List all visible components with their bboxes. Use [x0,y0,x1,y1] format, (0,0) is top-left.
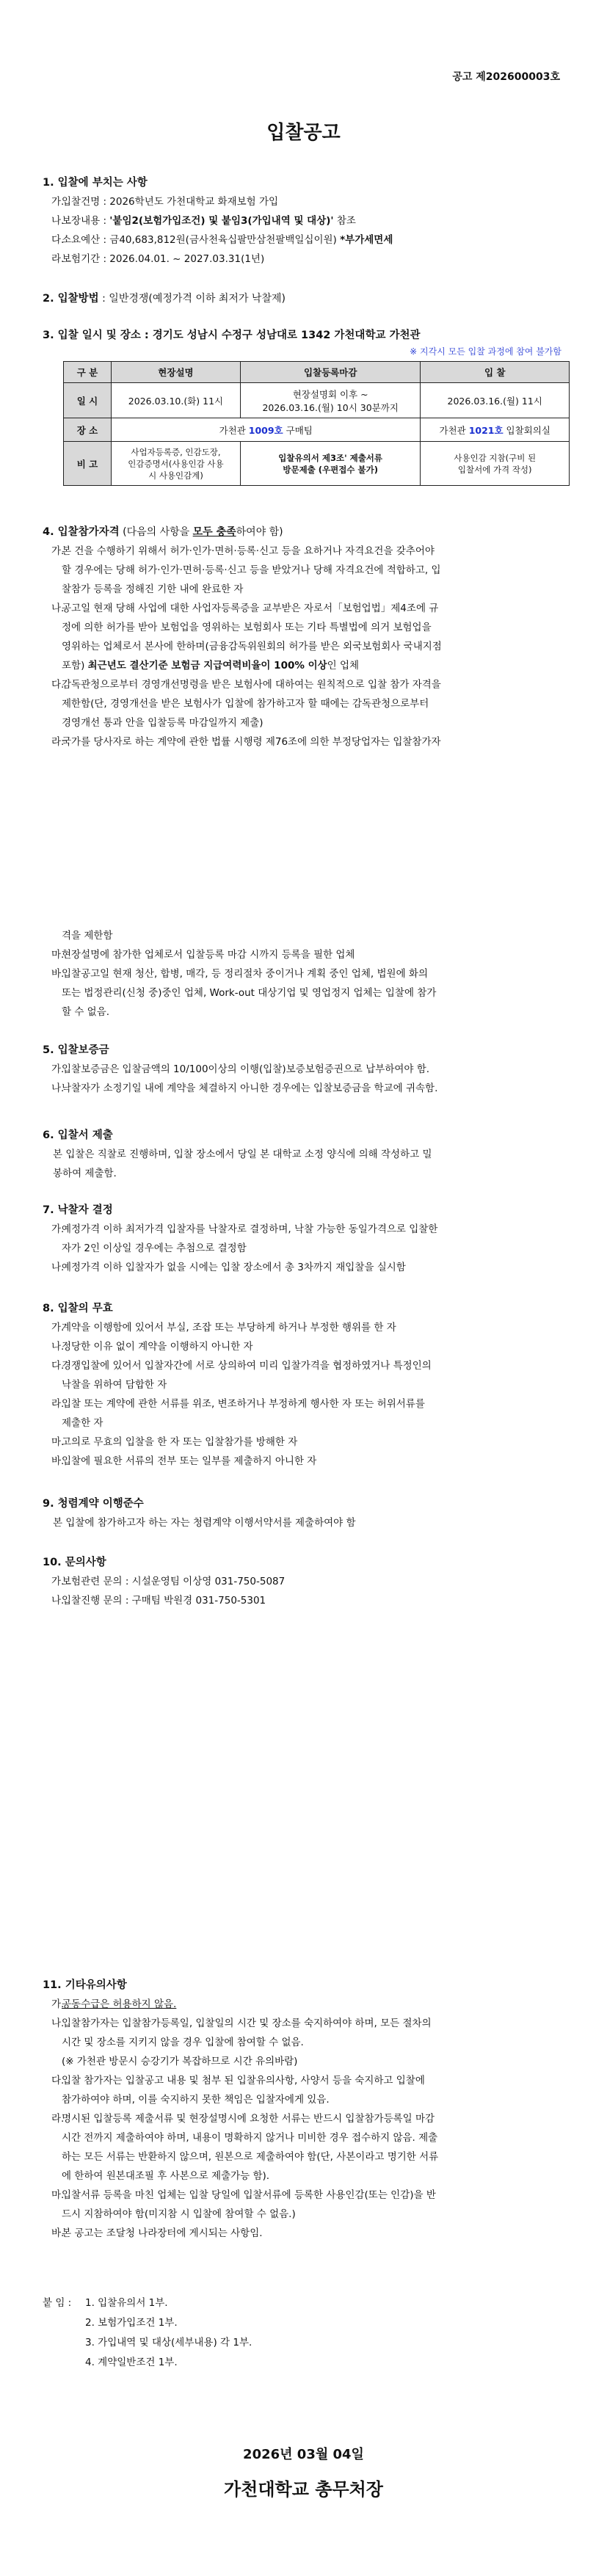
section-5 [43,1041,571,1098]
table-header: 입찰등록마감 [240,362,420,383]
list-item: 가. 입찰건명 : 2026학년도 가천대학교 화재보험 가입 [51,196,279,208]
section-title: 3. 입찰 일시 및 장소 : 경기도 성남시 수정구 성남대로 1342 가천대학교 가천관 [43,330,421,341]
attachments [43,2293,252,2373]
list-item: 라. 명시된 입찰등록 제출서류 및 현장설명시에 요청한 서류는 반드시 입찰참가등록일 마감 시간 전까지 제출하여야 하며, 내용이 명확하지 않거나 미비한 경우 접수하지 않음. 제출 하는 모든 서류는 반환하지 않으며, 원본으로 제출하여야 함(단, 사본이라고 명기한 서류 에 한하여 원본대조필 후 사본으로 제출가능 함). [51,2113,439,2182]
list-item: 가. 보험관련 문의 : 시설운영팀 이상영 031-750-5087 [51,1576,286,1587]
attachment-item: 4. 계약일반조건 1부. [85,2357,178,2368]
list-item: 바. 입찰공고일 현재 청산, 합병, 매각, 등 정리절차 중이거나 계획 중인 업체, 법원에 화의 또는 법정관리(신청 중)중인 업체, Work-out 대상기업 및 영업정지 업체는 입찰에 참가 할 수 없음. [51,968,437,1018]
section-6: 6. 입찰서 제출 본 입찰은 직찰로 진행하며, 입찰 장소에서 당일 본 대학교 소정 양식에 의해 작성하고 밀 봉하여 제출함. [43,1126,571,1183]
section-10 [43,1553,571,1610]
section-4-continued [43,926,571,1022]
list-item: 다. 소요예산 : 금40,683,812원(금사천육십팔만삼천팔백일십이원) *부가세면세 [51,234,393,246]
section-7 [43,1201,571,1277]
list-item: 나. 보장내용 : '붙임2(보험가입조건) 및 붙임3(가입내역 및 대상)' 참조 [51,215,356,227]
list-item: 다. 입찰 참가자는 입찰공고 내용 및 첨부 된 입찰유의사항, 사양서 등을 숙지하고 입찰에 참가하여야 하며, 이를 숙지하지 못한 책임은 입찰자에게 있음. [51,2075,425,2106]
attachment-item: 2. 보험가입조건 1부. [85,2317,178,2329]
section-title: 5. 입찰보증금 [43,1044,109,1056]
section-3 [43,326,571,345]
list-item: 가. 입찰보증금은 입찰금액의 10/100이상의 이행(입찰)보증보험증권으로 납부하여야 함. [51,1063,430,1075]
section-title: 6. 입찰서 제출 [43,1129,113,1141]
section-8 [43,1299,571,1471]
list-item: 나. 예정가격 이하 입찰자가 없을 시에는 입찰 장소에서 총 3차까지 재입찰을 실시함 [51,1262,406,1273]
section-title: 11. 기타유의사항 [43,1979,127,1991]
section-title: 10. 문의사항 [43,1557,106,1568]
list-item: 격을 제한함 [62,930,113,942]
list-item: 나. 공고일 현재 당해 사업에 대한 사업자등록증을 교부받은 자로서「보험업법」제4조에 규 정에 의한 허가를 받아 보험업을 영위하는 보험회사 또는 기타 특별법에 의거 보험업을 영위하는 업체로서 본사에 한하며(금융감독위원회의 허가를 받은 외국보험회사 국내지점 포함) 최근년도 결산기준 보험금 지급여력비율이 100% 이상인 업체 [51,603,442,672]
table-header: 구 분 [64,362,112,383]
list-item: 나. 정당한 이유 없이 계약을 이행하지 아니한 자 [51,1341,253,1353]
table-header: 입 찰 [421,362,570,383]
signer: 가천대학교 총무처장 [223,2479,383,2500]
list-item: 다. 감독관청으로부터 경영개선명령을 받은 보험사에 대하여는 원칙적으로 입찰 참가 자격을 제한함(단, 경영개선을 받은 보험사가 입찰에 참가하고자 할 때에는 감독관청으로부터 경영개선 통과 안을 입찰등록 마감일까지 제출) [51,679,441,729]
list-item: 바. 입찰에 필요한 서류의 전부 또는 일부를 제출하지 아니한 자 [51,1455,317,1467]
list-item: 라. 보험기간 : 2026.04.01. ~ 2027.03.31(1년) [51,253,265,265]
list-item: 가. 공동수급은 허용하지 않음. [51,1998,177,2010]
section-title: 9. 청렴계약 이행준수 [43,1498,144,1510]
attachment-item: 붙 임 : 1. 입찰유의서 1부. [43,2297,168,2309]
table-header: 현장설명 [112,362,241,383]
section-4 [43,523,571,752]
late-notice: ※ 지각시 모든 입찰 과정에 참여 불가함 [410,346,561,357]
list-item: 마. 고의로 무효의 입찰을 한 자 또는 입찰참가를 방해한 자 [51,1436,298,1448]
list-item: 가. 본 건을 수행하기 위해서 허가·인가·면허·등록·신고 등을 요하거나 자격요건을 갖추어야 할 경우에는 당해 허가·인가·면허·등록·신고 등을 받았거나 당해 자격요건에 적합하고, 입 찰참가 등록을 정해진 기한 내에 완료한 자 [51,545,441,595]
section-1 [43,173,571,269]
list-item: 라. 입찰 또는 계약에 관한 서류를 위조, 변조하거나 부정하게 행사한 자 또는 허위서류를 제출한 자 [51,1398,425,1429]
section-11 [43,1976,571,2243]
list-item: 마. 현장설명에 참가한 업체로서 입찰등록 마감 시까지 등록을 필한 업체 [51,949,355,961]
list-item: 가. 예정가격 이하 최저가격 입찰자를 낙찰자로 결정하며, 낙찰 가능한 동일가격으로 입찰한 자가 2인 이상일 경우에는 추첨으로 결정함 [51,1223,438,1254]
list-item: 가. 계약을 이행함에 있어서 부실, 조잡 또는 부당하게 하거나 부정한 행위를 한 자 [51,1322,396,1334]
section-title: 4. 입찰참가자격 (다음의 사항을 모두 충족하여야 함) [43,526,283,538]
attachment-item: 3. 가입내역 및 대상(세부내용) 각 1부. [85,2337,252,2348]
list-item: 나. 입찰참가자는 입찰참가등록일, 입찰일의 시간 및 장소를 숙지하여야 하며, 모든 절차의 시간 및 장소를 지키지 않을 경우 입찰에 참여할 수 없음. (※ 가천관 방문시 승강기가 복잡하므로 시간 유의바람) [51,2017,432,2067]
section-title: 8. 입찰의 무효 [43,1303,113,1314]
section-9: 9. 청렴계약 이행준수 본 입찰에 참가하고자 하는 자는 청렴계약 이행서약서를 제출하여야 함 [43,1494,571,1532]
document-title: 입찰공고 [266,122,341,144]
section-title: 7. 낙찰자 결정 [43,1204,113,1216]
list-item: 다. 경쟁입찰에 있어서 입찰자간에 서로 상의하여 미리 입찰가격을 협정하였거나 특정인의 낙찰을 위하여 담합한 자 [51,1360,432,1391]
list-item: 나. 입찰진행 문의 : 구매팀 박원경 031-750-5301 [51,1595,266,1607]
schedule-table: 구 분 현장설명 입찰등록마감 입 찰 일 시 2026.03.10.(화) 11시 현장설명회 이후 ~ 2026.03.16.(월) 10시 30분까지 2026.03.16.(월) 11시 장 소 가천관 1009호 구매팀 가천관 1021호 입찰회의실 비 고 사업자등록증, 인감도장, 인감증명서(사용인감 사용 시 사용인감계) 입찰유의서 제3조' 제출서류 방문제출 (우편접수 불가) 사용인감 지참(구비 된 입찰서에 가격 작성) [63,361,570,486]
list-item: 나. 낙찰자가 소정기일 내에 계약을 체결하지 아니한 경우에는 입찰보증금을 학교에 귀속함. [51,1083,438,1094]
list-item: 바. 본 공고는 조달청 나라장터에 게시되는 사항임. [51,2227,263,2239]
list-item: 마. 입찰서류 등록을 마친 업체는 입찰 당일에 입찰서류에 등록한 사용인감(또는 인감)을 반 드시 지참하여야 함(미지참 시 입찰에 참여할 수 없음.) [51,2189,436,2220]
issue-date: 2026년 03월 04일 [243,2447,364,2462]
list-item: 라. 국가를 당사자로 하는 계약에 관한 법률 시행령 제76조에 의한 부정당업자는 입찰참가자 [51,736,441,748]
notice-number: 공고 제202600003호 [452,71,560,83]
section-2: 2. 입찰방법 : 일반경쟁(예정가격 이하 최저가 낙찰제) [43,293,286,305]
section-title: 1. 입찰에 부치는 사항 [43,177,148,189]
